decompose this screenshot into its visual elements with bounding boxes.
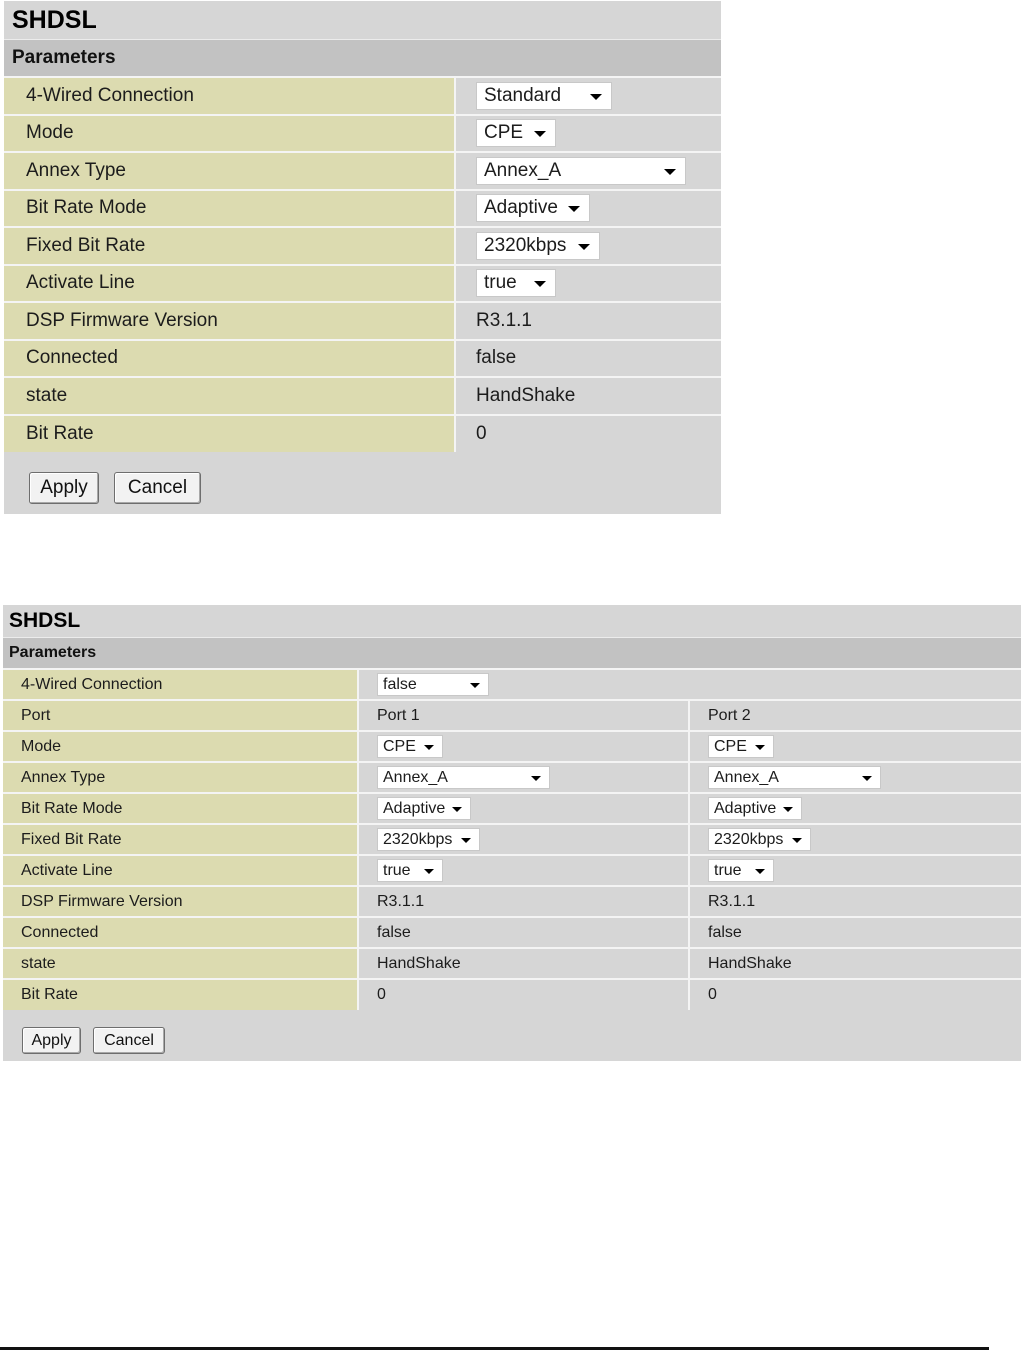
chevron-down-icon [755,745,765,750]
table-row [4,302,721,340]
select-value: 2320kbps [714,830,784,848]
port-1-mode-select[interactable] [377,735,443,758]
row-label-state: state [4,377,455,415]
select-value: 2320kbps [383,830,453,848]
chevron-down-icon [534,131,546,137]
chevron-down-icon [664,169,676,175]
port-1-bit-rate: 0 [358,979,689,1010]
select-value: Annex_A [383,768,448,786]
row-label-port: Port [3,700,358,731]
mode-select[interactable] [476,119,556,147]
chevron-down-icon [424,869,434,874]
chevron-down-icon [531,776,541,781]
select-value: Adaptive [484,197,558,219]
row-label-connected: Connected [3,917,358,948]
footer-divider [0,1347,989,1350]
select-value: Annex_A [714,768,779,786]
row-label-bit-rate-mode: Bit Rate Mode [3,793,358,824]
row-label-annex-type: Annex Type [3,762,358,793]
select-value: Adaptive [714,799,777,817]
fixed-bit-rate-select[interactable] [476,232,600,260]
annex-type-select[interactable] [476,157,686,185]
row-label-state: state [3,948,358,979]
table-row [3,917,1021,948]
row-label-dsp-firmware-version: DSP Firmware Version [3,886,358,917]
chevron-down-icon [792,838,802,843]
row-label-mode: Mode [4,115,455,153]
activate-line-select[interactable] [476,269,556,297]
chevron-down-icon [783,807,793,812]
port-1-header: Port 1 [358,700,689,731]
row-label-activate-line: Activate Line [3,855,358,886]
table-row [3,762,1021,793]
cancel-button[interactable]: Cancel [114,472,201,504]
chevron-down-icon [590,94,602,100]
row-label-4-wired-connection: 4-Wired Connection [4,77,455,115]
row-label-fixed-bit-rate: Fixed Bit Rate [3,824,358,855]
port-2-connected: false [689,917,1021,948]
port-1-fixed-bit-rate-select[interactable] [377,828,480,851]
port-1-dsp-firmware-version: R3.1.1 [358,886,689,917]
port-2-annex-type-select[interactable] [708,766,881,789]
select-value: Adaptive [383,799,446,817]
chevron-down-icon [755,869,765,874]
page-title: SHDSL [12,6,97,34]
chevron-down-icon [461,838,471,843]
table-row [4,190,721,228]
chevron-down-icon [424,745,434,750]
select-value: true [383,861,411,879]
table-row [4,227,721,265]
row-label-dsp-firmware-version: DSP Firmware Version [4,302,455,340]
parameters-table [3,668,1021,1010]
row-label-activate-line: Activate Line [4,265,455,303]
row-label-mode: Mode [3,731,358,762]
table-row [4,152,721,190]
select-value: 2320kbps [484,234,567,256]
table-row [4,377,721,415]
cancel-button[interactable]: Cancel [93,1027,165,1054]
table-row [3,731,1021,762]
button-bar [4,454,721,514]
select-value: false [383,675,417,693]
table-row [3,886,1021,917]
button-bar [3,1011,1021,1061]
port-1-annex-type-select[interactable] [377,766,550,789]
port-2-activate-line-select[interactable] [708,859,774,882]
page-title: SHDSL [9,609,81,632]
port-2-bit-rate: 0 [689,979,1021,1010]
port-1-connected: false [358,917,689,948]
port-1-activate-line-select[interactable] [377,859,443,882]
table-row [3,793,1021,824]
port-2-mode-select[interactable] [708,735,774,758]
table-row [4,340,721,378]
select-value: CPE [484,122,524,144]
shdsl-panel-dual-port [3,605,1021,1061]
table-row [3,948,1021,979]
table-row [4,77,721,115]
select-value: CPE [383,737,416,755]
row-label-bit-rate: Bit Rate [3,979,358,1010]
shdsl-panel-single-port [4,1,721,514]
select-value: Annex_A [484,159,562,181]
table-row [3,824,1021,855]
row-label-bit-rate-mode: Bit Rate Mode [4,190,455,228]
row-label-connected: Connected [4,340,455,378]
port-2-dsp-firmware-version: R3.1.1 [689,886,1021,917]
row-label-bit-rate: Bit Rate [4,415,455,453]
chevron-down-icon [862,776,872,781]
table-row [4,415,721,453]
section-header-parameters: Parameters [3,637,1021,668]
table-row [3,855,1021,886]
table-row [3,979,1021,1010]
select-value: CPE [714,737,747,755]
chevron-down-icon [568,206,580,212]
bit-rate-value: 0 [455,415,721,453]
section-header-parameters: Parameters [4,39,721,76]
row-label-fixed-bit-rate: Fixed Bit Rate [4,227,455,265]
apply-button[interactable]: Apply [29,472,99,504]
select-value: true [484,272,517,294]
select-value: Standard [484,84,562,106]
row-label-4-wired-connection: 4-Wired Connection [3,669,358,700]
table-row [4,115,721,153]
table-row [4,265,721,303]
table-row [3,700,1021,731]
port-1-state: HandShake [358,948,689,979]
port-2-fixed-bit-rate-select[interactable] [708,828,811,851]
dsp-firmware-version-value: R3.1.1 [455,302,721,340]
chevron-down-icon [578,244,590,250]
connected-value: false [455,340,721,378]
bit-rate-mode-select[interactable] [476,194,590,222]
select-value: true [714,861,742,879]
apply-button[interactable]: Apply [22,1027,81,1054]
port-2-state: HandShake [689,948,1021,979]
4-wired-connection-select[interactable] [476,82,612,110]
chevron-down-icon [534,281,546,287]
port-2-bit-rate-mode-select[interactable] [708,797,802,820]
table-row [3,669,1021,700]
parameters-table [4,76,721,452]
port-1-bit-rate-mode-select[interactable] [377,797,471,820]
chevron-down-icon [470,683,480,688]
port-2-header: Port 2 [689,700,1021,731]
4-wired-connection-select[interactable] [377,673,489,696]
chevron-down-icon [452,807,462,812]
row-label-annex-type: Annex Type [4,152,455,190]
state-value: HandShake [455,377,721,415]
